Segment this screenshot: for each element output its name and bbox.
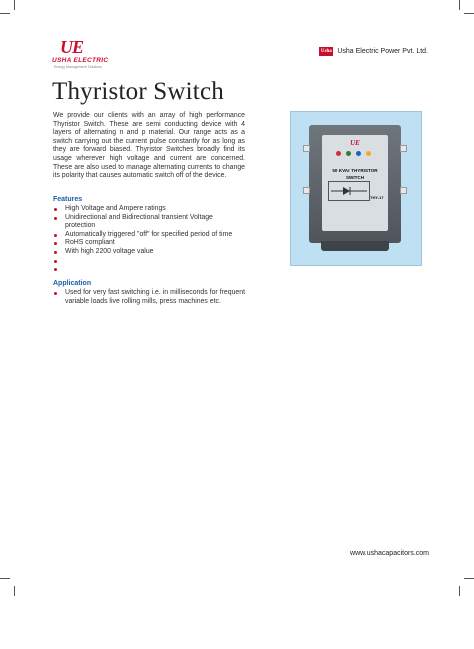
indicator-lamp-icon [346,151,351,156]
panel-label: 50 KVAr THYRISTOR SWITCH [332,168,378,180]
indicator-lamp-icon [336,151,341,156]
crop-mark [459,586,460,596]
front-panel [322,135,388,231]
crop-mark [14,0,15,10]
thyristor-switch-enclosure [309,125,401,243]
feature-item-empty [53,257,245,266]
features-list [53,205,245,274]
crop-mark [0,578,10,579]
feature-item: High Voltage and Ampere ratings [53,205,245,214]
company-logo-icon: Usha [320,48,332,54]
brand-name: USHA ELECTRIC [52,57,109,64]
feature-item: Automatically triggered "off" for specified period of time [53,231,245,240]
company-name: Usha Electric Power Pvt. Ltd. [337,47,428,55]
product-photo [290,111,422,266]
features-heading: Features [53,196,83,203]
terminal-icon [400,187,407,194]
crop-mark [464,578,474,579]
company-header [319,45,428,57]
application-item: Used for very fast switching i.e. in milliseconds for frequent variable loads live rolling mills, press machines etc. [53,289,245,306]
feature-item: RoHS compliant [53,239,245,248]
crop-mark [14,586,15,596]
feature-item: Unidirectional and Bidirectional transient Voltage protection [53,214,245,231]
crop-mark [0,13,10,14]
product-description: We provide our clients with an array of high performance Thyristor Switch. These are semi conducting device with 4 layers of alternating n and p material. Our range acts as a switch carrying out the current pulse constantly for as long as they are forward biased. Thyristor Switches broadly find its usage wherever high voltage and current are concerned. These are also used to manage alternating currents to change its polarity that causes automatic switch off of the device. [53,112,245,180]
feature-item: With high 2200 voltage value [53,248,245,257]
terminal-icon [303,187,310,194]
feature-item-empty [53,265,245,274]
application-list [53,289,245,306]
crop-mark [464,13,474,14]
terminal-icon [400,145,407,152]
indicator-lamp-icon [366,151,371,156]
terminal-icon [303,145,310,152]
panel-logo: UE [350,139,360,147]
usha-electric-logo [52,38,112,72]
circuit-diagram-icon [328,181,370,201]
brand-mark: UE [60,37,84,57]
enclosure-base [321,241,389,251]
page-title: Thyristor Switch [52,78,224,105]
website-link[interactable]: www.ushacapacitors.com [350,550,429,557]
indicator-lamp-icon [356,151,361,156]
crop-mark [459,0,460,10]
brand-tagline: Energy Management Solutions [54,65,102,69]
panel-model: THY-17 [370,195,384,200]
application-heading: Application [53,280,92,287]
